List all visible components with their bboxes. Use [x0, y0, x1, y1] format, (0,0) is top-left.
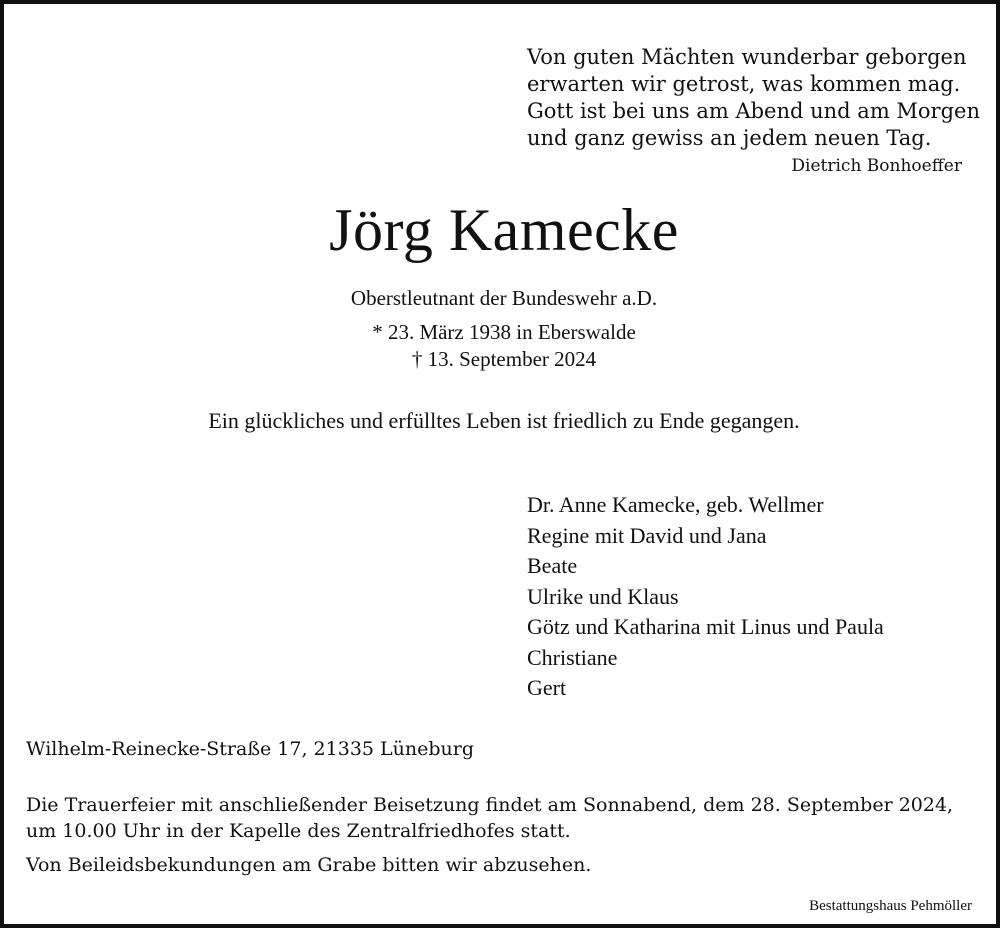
birth-date: * 23. März 1938 in Eberswalde: [372, 320, 636, 344]
ceremony-line: Die Trauerfeier mit anschließender Beisetzung findet am Sonnabend, dem 28. September 2024,: [26, 794, 954, 816]
quote-line: erwarten wir getrost, was kommen mag.: [527, 72, 961, 96]
family-address: Wilhelm-Reinecke-Straße 17, 21335 Lüneburg: [26, 738, 475, 760]
condolence-note: Von Beileidsbekundungen am Grabe bitten wir abzusehen.: [26, 854, 592, 876]
memorial-motto: Ein glückliches und erfülltes Leben ist friedlich zu Ende gegangen.: [208, 408, 800, 433]
undertaker-name: Bestattungshaus Pehmöller: [809, 898, 972, 914]
mourner-name: Regine mit David und Jana: [527, 522, 767, 548]
quote-line: Von guten Mächten wunderbar geborgen: [527, 45, 967, 69]
bonhoeffer-quote: [527, 44, 980, 152]
mourner-name: Beate: [527, 553, 578, 578]
quote-author: Dietrich Bonhoeffer: [791, 156, 962, 176]
mourner-name: Christiane: [527, 644, 618, 670]
ceremony-line: um 10.00 Uhr in der Kapelle des Zentralfriedhofes statt.: [26, 820, 571, 842]
quote-line: Gott ist bei uns am Abend und am Morgen: [527, 99, 980, 123]
funeral-ceremony-info: [26, 792, 953, 844]
deceased-rank: Oberstleutnant der Bundeswehr a.D.: [350, 286, 658, 310]
mourner-name: Gert: [527, 675, 567, 700]
death-date: † 13. September 2024: [411, 347, 597, 371]
quote-line: und ganz gewiss an jedem neuen Tag.: [527, 126, 932, 150]
mourner-name: Ulrike und Klaus: [527, 583, 679, 609]
deceased-name: Jörg Kamecke: [329, 197, 679, 263]
mourner-name: Dr. Anne Kamecke, geb. Wellmer: [527, 492, 824, 517]
mourner-name: Götz und Katharina mit Linus und Paula: [527, 614, 884, 639]
mourners-list: [527, 490, 884, 704]
